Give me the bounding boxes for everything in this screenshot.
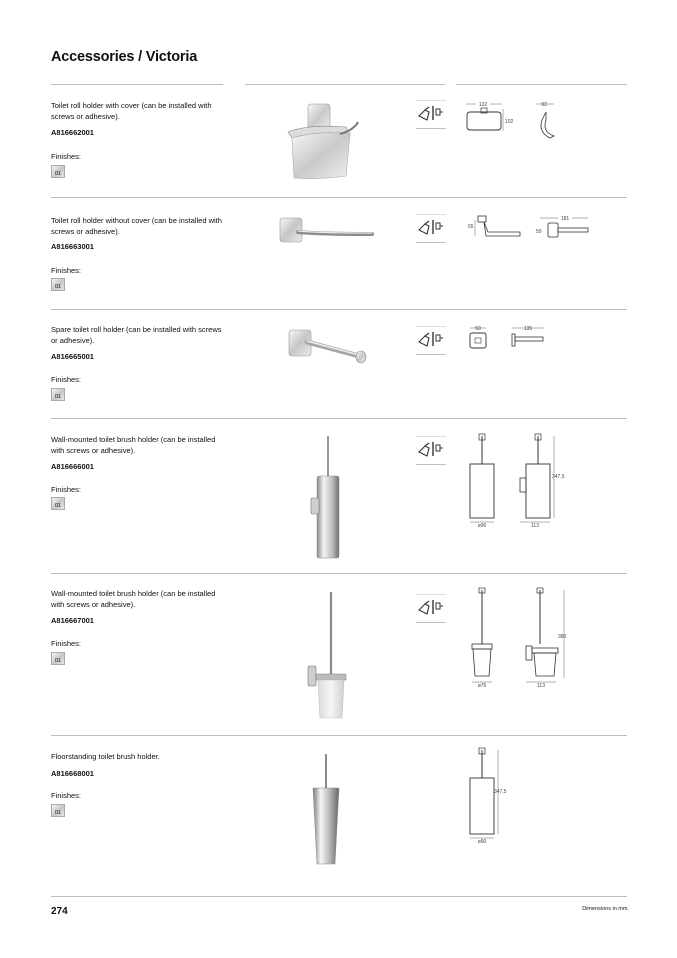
dimension-drawing: [462, 586, 577, 692]
dimension-label: 50: [475, 326, 481, 332]
finishes-label: Finishes:: [51, 375, 82, 384]
dimension-label: 181: [560, 216, 570, 222]
finish-swatch: 01: [51, 165, 65, 178]
screw-adhesive-icon: [416, 436, 446, 460]
rule: [51, 896, 627, 897]
finish-swatch: 01: [51, 804, 65, 817]
dimension-drawing: [462, 98, 562, 148]
finishes-label: Finishes:: [51, 485, 82, 494]
wall-brush-holder-photo: [300, 432, 350, 562]
rule: [51, 573, 627, 574]
product-description: Toilet roll holder with cover (can be installed with screws or adhesive).: [51, 101, 212, 121]
installation-icons: [416, 100, 446, 129]
dimension-label: 380: [558, 634, 567, 640]
page-title: Accessories / Victoria: [51, 49, 198, 65]
dimension-drawing: [462, 212, 597, 242]
dimension-label: 132: [478, 102, 488, 108]
finish-swatch: 01: [51, 497, 65, 510]
wall-brush-holder-glass-photo: [300, 588, 350, 724]
screw-adhesive-icon: [416, 326, 446, 350]
dimension-label: ø90: [477, 523, 487, 529]
finishes-label: Finishes:: [51, 639, 82, 648]
product-code: A816662001: [51, 128, 94, 137]
finishes-label: Finishes:: [51, 152, 82, 161]
installation-icons: [416, 214, 446, 243]
dimension-label: 50: [536, 229, 542, 235]
screw-adhesive-icon: [416, 594, 446, 618]
product-code: A816665001: [51, 352, 94, 361]
product-description: Wall-mounted toilet brush holder (can be installed with screws or adhesive).: [51, 435, 216, 455]
spare-roll-holder-photo: [285, 322, 375, 370]
product-code: A816663001: [51, 242, 94, 251]
product-code: A816667001: [51, 616, 94, 625]
product-code: A816666001: [51, 462, 94, 471]
dimension-label: 65: [468, 224, 474, 230]
floor-brush-holder-photo: [305, 752, 345, 868]
finishes-label: Finishes:: [51, 266, 82, 275]
rule: [51, 309, 627, 310]
installation-icons: [416, 326, 446, 355]
product-code: A816668001: [51, 769, 94, 778]
screw-adhesive-icon: [416, 214, 446, 238]
finish-swatch: 01: [51, 652, 65, 665]
dimension-label: 347,5: [552, 474, 565, 480]
rule: [51, 84, 223, 85]
finish-swatch: 01: [51, 388, 65, 401]
installation-icons: [416, 594, 446, 623]
dimension-label: 113: [537, 683, 545, 689]
dimension-label: 102: [505, 119, 514, 125]
product-description: Wall-mounted toilet brush holder (can be installed with screws or adhesive).: [51, 589, 216, 609]
rule: [51, 418, 627, 419]
rule: [51, 197, 627, 198]
finishes-label: Finishes:: [51, 791, 82, 800]
dimension-label: ø90: [477, 839, 487, 845]
dimension-drawing: [462, 432, 572, 532]
dimension-label: 347,5: [494, 789, 507, 795]
page-number: 274: [51, 906, 68, 917]
dimension-label: 93: [541, 102, 547, 108]
finish-swatch: 01: [51, 278, 65, 291]
dimension-drawing: [462, 322, 552, 352]
dimensions-note: Dimensions in mm.: [582, 906, 629, 912]
installation-icons: [416, 436, 446, 465]
dimension-label: 135: [523, 326, 533, 332]
dimension-drawing: [462, 746, 522, 850]
rule: [51, 735, 627, 736]
product-description: Toilet roll holder without cover (can be installed with screws or adhesive).: [51, 216, 222, 236]
toilet-roll-holder-photo: [278, 212, 378, 248]
rule: [456, 84, 627, 85]
screw-adhesive-icon: [416, 100, 446, 124]
dimension-label: 113: [531, 523, 539, 529]
rule: [245, 84, 445, 85]
dimension-label: ø76: [477, 683, 487, 689]
product-description: Floorstanding toilet brush holder.: [51, 752, 160, 761]
product-description: Spare toilet roll holder (can be installed with screws or adhesive).: [51, 325, 222, 345]
toilet-roll-holder-cover-photo: [278, 94, 378, 186]
